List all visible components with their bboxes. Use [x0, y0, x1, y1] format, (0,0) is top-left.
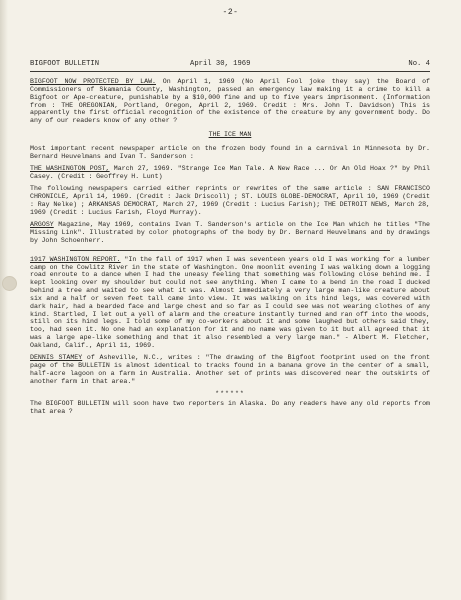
stamey-heading: DENNIS STAMEY	[30, 354, 83, 362]
stamey-paragraph	[30, 354, 430, 385]
law-paragraph	[30, 78, 430, 125]
header-rule	[30, 71, 430, 72]
ice-man-title-wrap	[30, 131, 430, 139]
page-edge-shadow	[0, 0, 8, 600]
report-1917-heading: 1917 WASHINGTON REPORT.	[30, 255, 121, 263]
washington-post-source: THE WASHINGTON POST,	[30, 165, 110, 173]
ice-man-title: THE ICE MAN	[208, 131, 252, 139]
ice-man-intro: Most important recent newspaper article on the frozen body found in a carnival in Minnesota by Dr. Bernard Heuvelmans and Ivan T. Sanderson :	[30, 144, 430, 160]
washington-post-text: March 27, 1969. "Strange Ice Man Tale. A New Race ... Or An Old Hoax ?" by Phil Casey. (Credit : Geoffrey H. Lunt)	[30, 165, 430, 180]
argosy-paragraph	[30, 221, 430, 245]
page-number: -2-	[222, 8, 239, 17]
stamey-text: of Asheville, N.C., writes : "The drawing of the Bigfoot footprint used on the front page of the BULLETIN is almost identical to tracks found in a banana grove in the center of a small, half-acre lagoon on a farm in Australia. Another set of prints was discovered near the outskirts of another farm in that area."	[30, 354, 430, 385]
report-1917-paragraph	[30, 256, 430, 350]
separator-stars: ******	[215, 390, 245, 398]
issue-date: April 30, 1969	[190, 60, 251, 68]
washington-post-paragraph	[30, 165, 430, 181]
report-1917-text: "In the fall of 1917 when I was seventeen years old I was working for a lumber camp on the Cowlitz River in the state of Washington. One moonlit evening I was walking down a logging road enroute to a dance when I had the uneasy feeling that something was following close behind me. I kept looking over my shoulder but could not see anything. When I came to a bend in the road I ducked behind a tree and waited to see what it was. Almost immediately a very large man-like creature about six and a half or seven feet tall came into view. It was walking on its hind legs, was covered with dark hair, had a bearded face and large chest and so far as I could see was not wearing clothes of any kind. Startled, I let out a yell of alarm and the creature instantly turned and ran off into the woods, still on its hind legs. I told some of my co-workers about it and some laughed but others said they, too, had seen it. No one had an explanation for it and no name was given to it but all agreed that it was a large ape-like something and that it also resembled a very large man." - Albert M. Fletcher, Oakland, Calif., April 11, 1969.	[30, 255, 431, 349]
issue-number: No. 4	[408, 60, 430, 68]
argosy-source: ARGOSY	[30, 221, 54, 229]
law-heading: BIGFOOT NOW PROTECTED BY LAW.	[30, 78, 157, 85]
publication-name: BIGFOOT BULLETIN	[30, 60, 100, 68]
alaska-paragraph: The BIGFOOT BULLETIN will soon have two reporters in Alaska. Do any readers have any old reports from that area ?	[30, 400, 430, 416]
bulletin-header	[30, 60, 430, 70]
bulletin-body	[30, 78, 430, 420]
reprints-paragraph: The following newspapers carried either reprints or rewrites of the same article : SAN FRANCISCO CHRONICLE, April 14, 1969. (Credit : Jack Driscoll) ; ST. LOUIS GLOBE-DEMOCRAT, April 10, 1969 (Credit : Ray Nelke) ; ARKANSAS DEMOCRAT, March 27, 1969 (Credit : Lucius Farish); THE DETROIT NEWS, March 28, 1969 (Credit : Lucius Farish, Floyd Murray).	[30, 185, 430, 216]
punch-hole	[2, 276, 17, 291]
argosy-text: Magazine, May 1969, contains Ivan T. Sanderson's article on the Ice Man which he titles "The Missing Link". Illustrated by color photographs of the body by Dr. Bernard Heuvelmans and by drawings by John Schoenherr.	[30, 221, 430, 244]
law-text: On April 1, 1969 (No April Fool joke they say) the Board of Commissioners of Skamania County, Washington, passed an emergency law making it a crime to kill a Bigfoot or Ape-creature, punishable by a $10,000 fine and up to five years imprisonment. (Information from : THE OREGONIAN, Portland, Oregon, April 2, 1969. Credit : Mrs. John T. Davidson) This is apparently the first official recognition of the existence of the creature by any government body. Do any of our readers know of any other ?	[30, 78, 431, 125]
section-divider	[70, 250, 390, 251]
